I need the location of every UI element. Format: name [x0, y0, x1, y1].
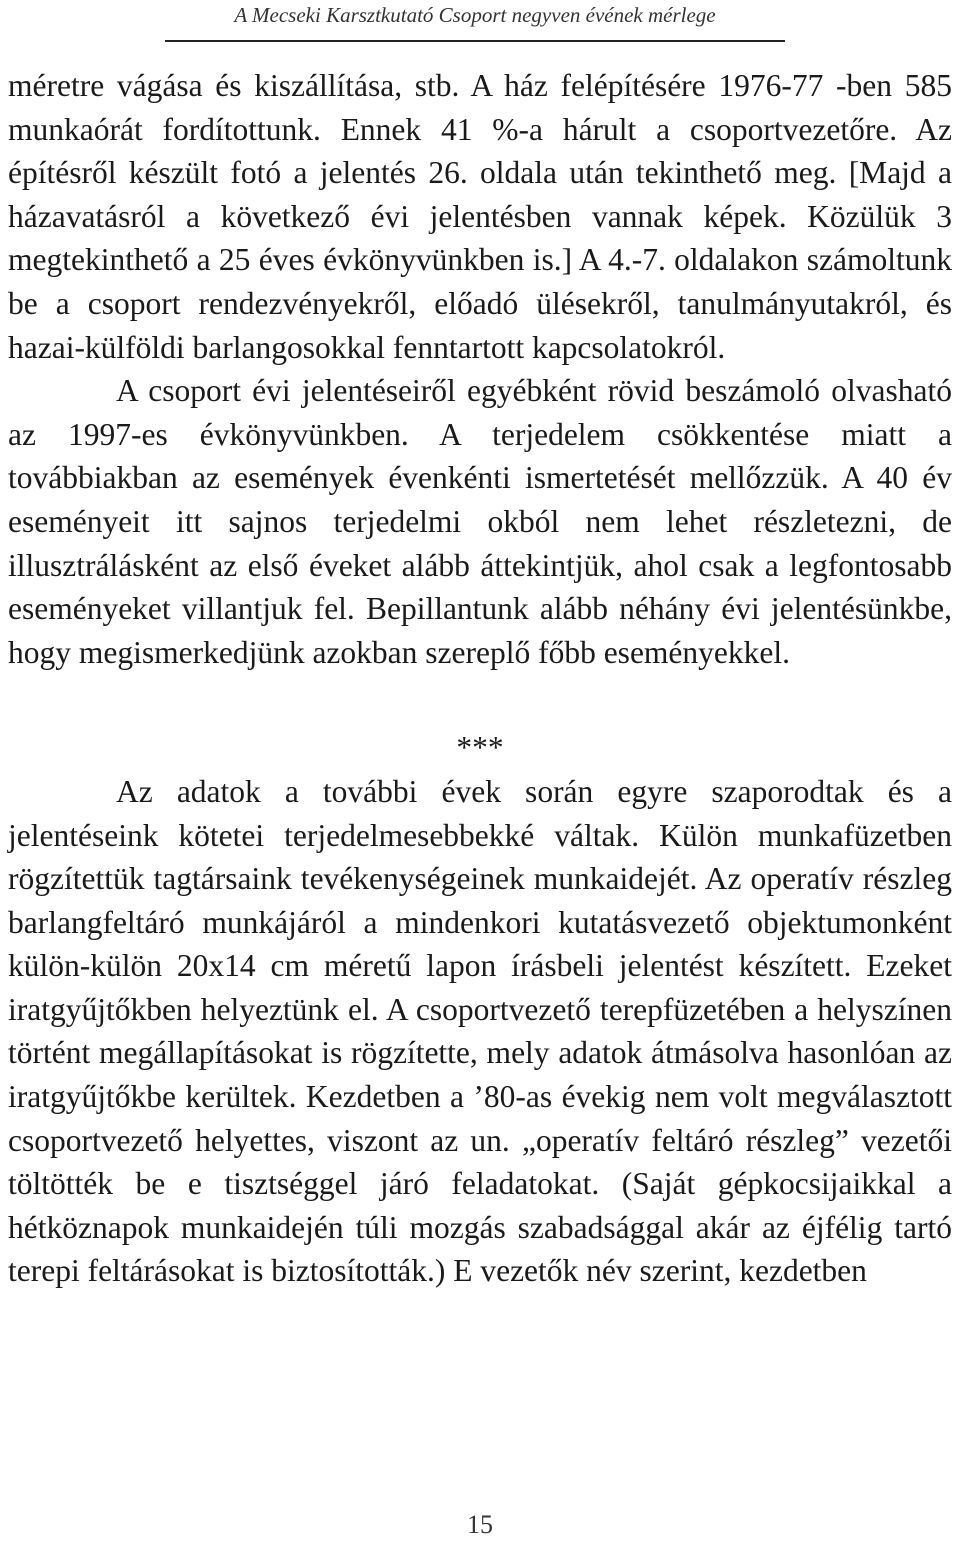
page-body — [8, 64, 952, 1293]
section-separator: *** — [456, 730, 504, 766]
body-paragraph: Az adatok a további évek során egyre szaporodtak és a jelentéseink kötetei terjedelmesebbekké váltak. Külön munkafüzetben rögzítettük tagtársaink tevékenységeinek munkaidejét. Az operatív részleg barlangfeltáró munkájáról a mindenkori kutatásvezető objektumonként külön-külön 20x14 cm méretű lapon írásbeli jelentést készített. Ezeket iratgyűjtőkben helyeztünk el. A csoportvezető terepfüzetében a helyszínen történt megállapításokat is rögzítette, mely adatok átmásolva hasonlóan az iratgyűjtőkbe kerültek. Kezdetben a ’80-as évekig nem volt megválasztott csoportvezető helyettes, viszont az un. „operatív feltáró részleg” vezetői töltötték be e tisztséggel járó feladatokat. (Saját gépkocsijaikkal a hétköznapok munkaidején túli mozgás szabadsággal akár az éjfélig tartó terepi feltárásokat is biztosították.) E vezetők név szerint, kezdetben — [8, 773, 952, 1289]
body-paragraph: méretre vágása és kiszállítása, stb. A ház felépítésére 1976-77 -ben 585 munkaórát fordítottunk. Ennek 41 %-a hárult a csoportvezetőre. Az építésről készült fotó a jelentés 26. oldala után tekinthető meg. [Majd a házavatásról a következő évi jelentésben vannak képek. Közülük 3 megtekinthető a 25 éves évkönyvünkben is.] A 4.-7. oldalakon számoltunk be a csoport rendezvényekről, előadó ülésekről, tanulmányutakról, és hazai-külföldi barlangosokkal fenntartott kapcsolatokról. — [8, 68, 952, 365]
running-title: A Mecseki Karsztkutató Csoport negyven évének mérlege — [234, 3, 716, 27]
page-number: 15 — [467, 1510, 493, 1539]
running-header — [165, 0, 785, 42]
body-paragraph: A csoport évi jelentéseiről egyébként rövid beszámoló olvasható az 1997-es évkönyvünkben. A terjedelem csökkentése miatt a továbbiakban az események évenkénti ismertetését mellőzzük. A 40 év eseményeit itt sajnos terjedelmi okból nem lehet részletezni, de illusztrálásként az első éveket alább áttekintjük, ahol csak a legfontosabb eseményeket villantjuk fel. Bepillantunk alább néhány évi jelentésünkbe, hogy megismerkedjünk azokban szereplő főbb eseményekkel. — [8, 373, 952, 670]
